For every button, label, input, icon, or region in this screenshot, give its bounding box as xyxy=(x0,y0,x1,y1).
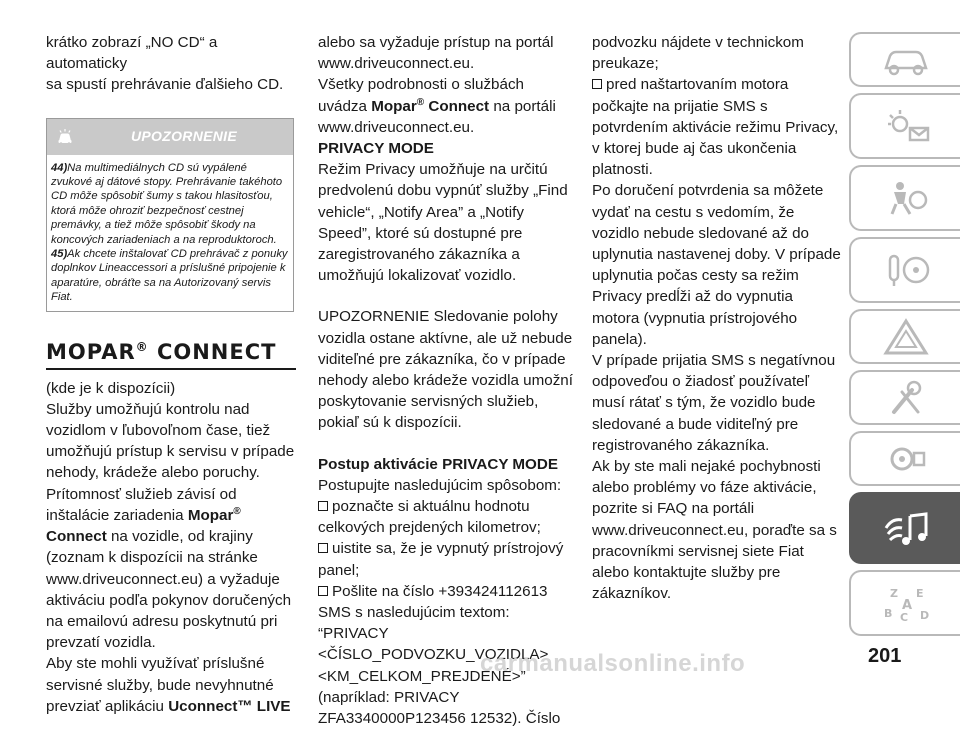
page-number: 201 xyxy=(868,645,902,667)
section-title xyxy=(46,338,296,366)
registered-mark: ® xyxy=(416,96,425,108)
bullet-item xyxy=(318,496,574,538)
warning-item-44 xyxy=(51,161,289,247)
svg-text:D: D xyxy=(919,609,929,622)
brand-rest: Connect xyxy=(424,97,490,115)
spacer xyxy=(318,286,574,306)
svg-text:E: E xyxy=(915,587,924,600)
services-paragraph xyxy=(46,399,296,653)
negative-reply-paragraph: V prípade prijatia SMS s negatívnou odpoveďou o žiadosť používateľ musí rátať s tým, že vozidlo bude sledované a bude viditeľný pre registrovaného zákazníka. xyxy=(592,352,836,454)
section-title-registered: ® xyxy=(135,339,149,354)
spacer xyxy=(318,434,574,454)
bullet-text: pred naštartovaním motora počkajte na prijatie SMS s potvrdením aktivácie režimu Privacy, v ktorej bude aj čas ukončenia platnosti. xyxy=(592,76,839,179)
index-icon xyxy=(876,583,936,623)
tab-safety[interactable] xyxy=(849,165,960,231)
app-paragraph xyxy=(46,653,296,717)
tab-emergency[interactable] xyxy=(849,309,960,364)
text: Všetky podrobnosti o službách uvádza xyxy=(318,76,524,115)
tab-index[interactable] xyxy=(849,570,960,636)
section-rule xyxy=(46,368,296,370)
chassis-paragraph: podvozku nájdete v technickom preukaze; xyxy=(592,34,804,73)
chapter-tabs xyxy=(849,32,960,642)
bullet-text: poznačte si aktuálnu hodnotu celkových prejdených kilometrov; xyxy=(318,498,541,537)
tools-icon xyxy=(876,378,936,418)
procedure-intro: Postupujte nasledujúcim spôsobom: xyxy=(318,476,562,494)
column-3 xyxy=(592,32,842,604)
tab-dashboard[interactable] xyxy=(849,93,960,159)
svg-text:Z: Z xyxy=(889,587,898,600)
bullet-square-icon xyxy=(318,501,328,511)
app-name: Uconnect™ LIVE xyxy=(168,697,291,715)
warning-item-text: Na multimediálnych CD sú vypálené zvukové aj dátové stopy. Prehrávanie takéhoto CD môže spôsobiť šumy s takou hlasitosťou, ktorá môže ohroziť bezpečnosť cestnej premávky, a tiež môže spôsobiť škody na koncových zariadeniach a na reproduktoroch. xyxy=(51,161,283,246)
warning-header xyxy=(47,119,293,155)
dashboard-lights-icon xyxy=(876,106,936,146)
text: Aby ste mohli využívať príslušné servisné služby, bude nevyhnutné prevziať aplikáciu xyxy=(46,655,274,715)
brand: Mopar xyxy=(371,97,417,115)
bullet-square-icon xyxy=(592,79,602,89)
warning-item-number: 44) xyxy=(51,161,68,174)
privacy-mode-paragraph: Režim Privacy umožňuje na určitú predvolenú dobu vypnúť služby „Find vehicle“, „Notify Area” a „Notify Speed”, ktoré sú dostupné pre zaregistrovaného zákazníka a umožňujú lokalizovať vozidlo. xyxy=(318,161,568,285)
warning-title: UPOZORNENIE xyxy=(131,128,237,144)
details-paragraph xyxy=(318,74,574,138)
bullet-item xyxy=(592,74,842,180)
column-2 xyxy=(318,32,574,729)
svg-text:B: B xyxy=(883,607,892,620)
text: Služby umožňujú kontrolu nad vozidlom v ľubovoľnom čase, tiež umožňujú prístup k servisu v prípade nehody, krádeže alebo poruchy. Prítomnosť služieb závisí od inštalácie zariadenia xyxy=(46,400,295,524)
intro-line-2: sa spustí prehrávanie ďalšieho CD. xyxy=(46,76,284,94)
intro-line-1: krátko zobrazí „NO CD“ a automaticky xyxy=(46,34,218,73)
bullet-square-icon xyxy=(318,543,328,553)
tab-maintenance[interactable] xyxy=(849,370,960,425)
key-steering-icon xyxy=(876,250,936,290)
confirmation-paragraph: Po doručení potvrdenia sa môžete vydať na cestu s vedomím, že vozidlo nebude sledované až do uplynutia nastavenej doby. V prípade uplynutia počas cesty sa režim Privacy predĺži až do vypnutia motora (vypnutia prístrojového panela). xyxy=(592,182,841,348)
registered-mark: ® xyxy=(233,505,241,517)
svg-text:A: A xyxy=(901,598,912,613)
text: na vozidle, od krajiny (zoznam k dispozícii na stránke www.driveuconnect.eu) a vyžaduje aktiváciu podľa pokynov doručených na emailovú adresu poskytnutú pri prevzatí vozidla. xyxy=(46,528,292,652)
bullet-square-icon xyxy=(318,586,328,596)
column-1 xyxy=(46,32,296,717)
bullet-text: uistite sa, že je vypnutý prístrojový panel; xyxy=(318,540,564,579)
safety-icon xyxy=(876,178,936,218)
specs-icon xyxy=(876,439,936,479)
portal-paragraph: alebo sa vyžaduje prístup na portál www.driveuconnect.eu. xyxy=(318,34,554,73)
text: na portáli www.driveuconnect.eu. xyxy=(318,97,556,136)
help-paragraph: Ak by ste mali nejaké pochybnosti alebo problémy vo fáze aktivácie, pozrite si FAQ na portáli www.driveuconnect.eu, poraďte sa s pracovníkmi servisnej siete Fiat alebo kontaktujte služby pre zákazníkov. xyxy=(592,458,837,603)
car-warning-icon xyxy=(55,127,75,147)
bullet-item xyxy=(318,538,574,580)
watermark: carmanualsonline.info xyxy=(480,650,746,677)
tab-specs[interactable] xyxy=(849,431,960,486)
car-icon xyxy=(876,40,936,80)
brand: Mopar xyxy=(187,506,234,524)
warning-item-45 xyxy=(51,247,289,305)
tab-starting[interactable] xyxy=(849,237,960,303)
availability-note: (kde je k dispozícii) xyxy=(46,379,176,397)
warning-item-number: 45) xyxy=(51,248,68,261)
tab-car[interactable] xyxy=(849,32,960,87)
warning-item-text: Ak chcete inštalovať CD prehrávač z ponuky doplnkov Lineaccessori a príslušné pripojenie k aparatúre, obráťte sa na Autorizovaný servis Fiat. xyxy=(51,248,288,304)
svg-text:C: C xyxy=(899,611,908,624)
privacy-mode-heading: PRIVACY MODE xyxy=(318,140,434,158)
tab-multimedia[interactable] xyxy=(849,492,960,564)
multimedia-icon xyxy=(876,508,936,548)
warning-triangle-icon xyxy=(876,317,936,357)
activation-heading: Postup aktivácie PRIVACY MODE xyxy=(318,455,558,473)
bullet-text: Pošlite na číslo +393424112613 SMS s nasledujúcim textom: “PRIVACY <ČÍSLO_PODVOZKU_VOZIDLA> <KM_CELKOM_PREJDENÉ>” (napríklad: PRIVACY ZFA3340000P123456 12532). Číslo xyxy=(318,582,561,728)
tracking-warning-paragraph: UPOZORNENIE Sledovanie polohy vozidla ostane aktívne, ale už nebude viditeľné pre zákazníka, čo v prípade nehody alebo krádeže vozidla umožní poskytovanie servisných služieb, pokiaľ sú k dispozícii. xyxy=(318,308,573,432)
section-title-brand: MOPAR xyxy=(46,339,136,364)
warning-box xyxy=(46,118,294,312)
warning-body xyxy=(47,155,293,311)
section-title-rest: CONNECT xyxy=(148,339,277,364)
brand-rest: Connect xyxy=(46,528,107,546)
